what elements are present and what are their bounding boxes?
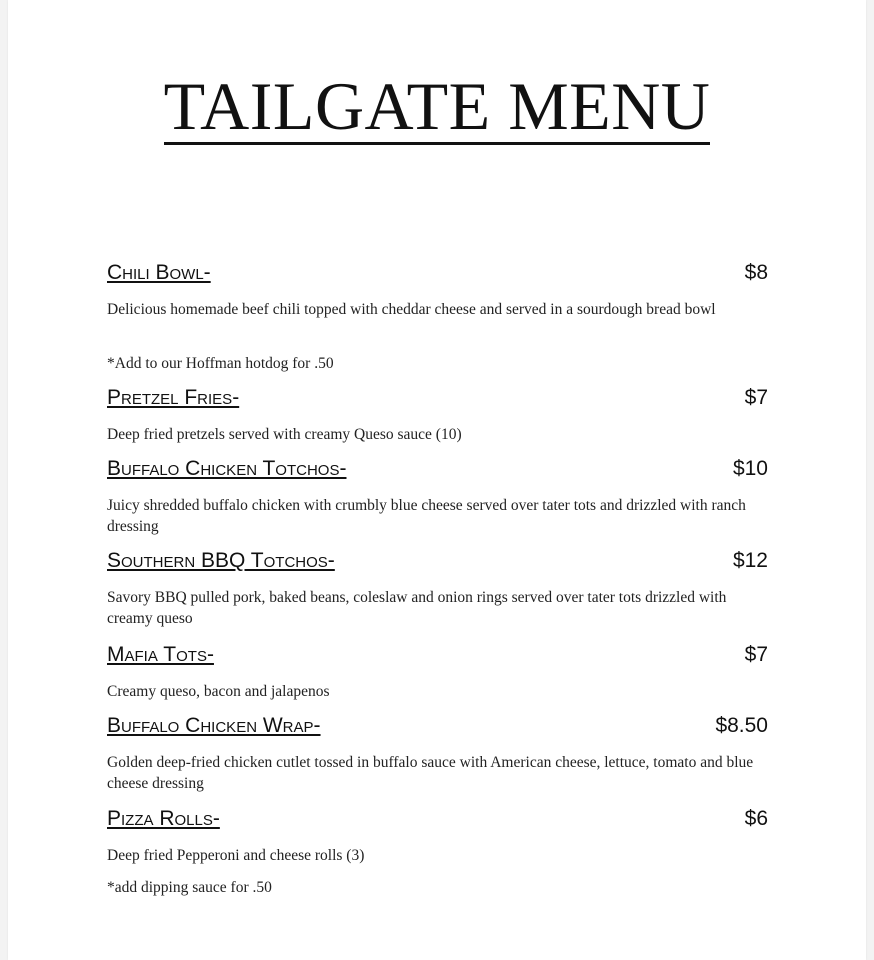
item-note: *Add to our Hoffman hotdog for .50	[107, 355, 334, 372]
item-description: Deep fried pretzels served with creamy Queso sauce (10)	[107, 426, 462, 443]
menu-item-chili-bowl	[107, 259, 768, 320]
item-description: Savory BBQ pulled pork, baked beans, coleslaw and onion rings served over tater tots drizzled with creamy queso	[107, 589, 727, 627]
menu-item-pretzel-fries	[107, 384, 768, 445]
item-price: $12	[732, 549, 768, 572]
item-description: Delicious homemade beef chili topped with cheddar cheese and served in a sourdough bread bowl	[107, 301, 716, 318]
item-name: Buffalo Chicken Totchos-	[107, 457, 347, 480]
menu-item-buffalo-chicken-wrap	[107, 712, 768, 794]
menu-page	[8, 0, 866, 960]
item-description: Golden deep-fried chicken cutlet tossed in buffalo sauce with American cheese, lettuce, tomato and blue cheese dressing	[107, 754, 754, 792]
item-price: $7	[744, 386, 768, 409]
item-name: Southern BBQ Totchos-	[107, 549, 335, 572]
menu-item-mafia-tots	[107, 641, 768, 702]
menu-item-buffalo-chicken-totchos	[107, 455, 768, 537]
item-price: $7	[744, 643, 768, 666]
item-price: $8.50	[715, 714, 768, 737]
item-description: Creamy queso, bacon and jalapenos	[107, 683, 330, 700]
item-name: Mafia Tots-	[107, 643, 214, 666]
item-description: Deep fried Pepperoni and cheese rolls (3)	[107, 847, 365, 864]
menu-title: TAILGATE MENU	[163, 68, 711, 144]
item-name: Chili Bowl-	[107, 261, 211, 284]
item-price: $6	[744, 807, 768, 830]
menu-item-southern-bbq-totchos	[107, 547, 768, 629]
item-name: Pretzel Fries-	[107, 386, 240, 409]
item-note: *add dipping sauce for .50	[107, 879, 272, 896]
item-name: Buffalo Chicken Wrap-	[107, 714, 321, 737]
menu-item-pizza-rolls	[107, 805, 768, 866]
item-price: $8	[744, 261, 768, 284]
item-description: Juicy shredded buffalo chicken with crumbly blue cheese served over tater tots and drizzled with ranch dressing	[107, 497, 746, 535]
item-name: Pizza Rolls-	[107, 807, 220, 830]
item-price: $10	[732, 457, 768, 480]
